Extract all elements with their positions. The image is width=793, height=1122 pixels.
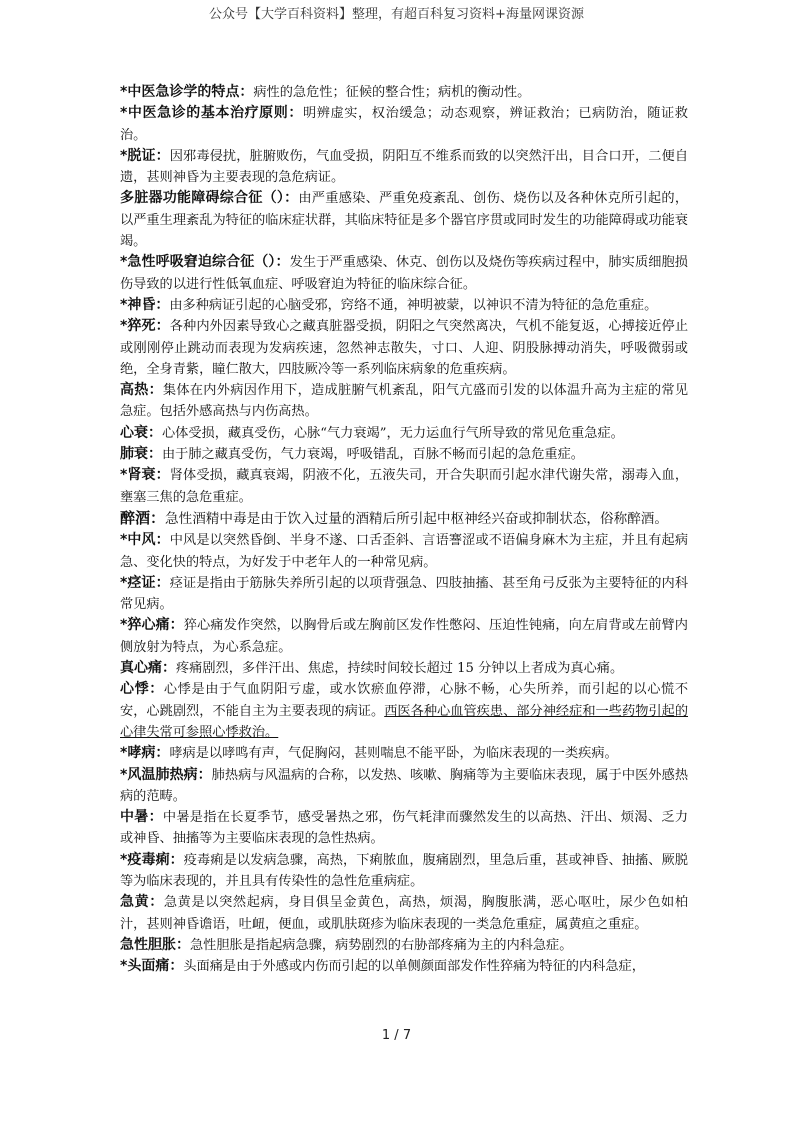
definition-term: 中暑： [120, 809, 163, 826]
definition-term: 真心痛： [120, 660, 176, 677]
definition-entry [120, 615, 688, 658]
definition-term: *肾衰： [120, 467, 170, 484]
definition-term: *急性呼吸窘迫综合征（）： [120, 254, 290, 271]
definition-entry [120, 316, 688, 380]
definition-text: 由于肺之藏真受伤，气力衰竭，呼吸错乱，百脉不畅而引起的急危重症。 [162, 447, 584, 463]
definition-term: *猝死： [120, 318, 170, 335]
definition-entry [120, 658, 688, 679]
definition-text: 哮病是以哮鸣有声，气促胸闷，甚则喘息不能平卧，为临床表现的一类疾病。 [169, 746, 618, 762]
definition-text: 头面痛是由于外感或内伤而引起的以单侧颜面部发作性猝痛为特征的内科急症， [183, 959, 645, 975]
definition-text: 肺热病与风温病的合称，以发热、咳嗽、胸痛等为主要临床表现，属于中医外感热病的范畴。 [120, 767, 689, 804]
definition-entry [120, 935, 688, 956]
definition-term: 心悸： [120, 681, 164, 698]
definition-text: 猝心痛发作突然，以胸骨后或左胸前区发作性憋闷、压迫性钝痛，向左肩背或左前臂内侧放射为特点，为心系急症。 [120, 618, 688, 655]
definition-entry [120, 380, 688, 423]
definition-entry [120, 807, 688, 850]
definition-text: 疼痛剧烈，多伴汗出、焦虑，持续时间较长超过 15 分钟以上者成为真心痛。 [176, 661, 624, 677]
definition-entry [120, 252, 688, 295]
page-header: 公众号【大学百科资料】整理，有超百科复习资料+海量网课资源 [209, 7, 584, 22]
definition-entry [120, 146, 688, 189]
definition-entry [120, 956, 688, 977]
definition-term: *神昏： [120, 296, 170, 313]
definition-text: 急黄是以突然起病，身目俱呈金黄色，高热，烦渴，胸腹胀满，恶心呕吐，尿少色如柏汁，甚则神昏谵语，吐衄，便血，或肌肤斑疹为临床表现的一类急危重症，属黄疸之重症。 [120, 895, 689, 932]
definition-term: 醉酒： [120, 508, 166, 527]
document-body [120, 82, 688, 977]
definition-entry [120, 444, 688, 465]
definition-entry [120, 82, 688, 103]
definition-text: 因邪毒侵扰，脏腑败伤，气血受损，阴阳互不维系而致的以突然汗出，目合口开，二便自遗，甚则神昏为主要表现的急危病证。 [120, 148, 689, 186]
definition-entry [120, 765, 688, 808]
definition-term: *哮病： [120, 745, 170, 762]
definition-term: 急性胆胀： [120, 936, 190, 953]
definition-entry [120, 295, 688, 316]
definition-text: 心体受损，藏真受伤，心脉“气力衰竭”，无力运血行气所导致的常见危重急症。 [162, 425, 624, 441]
page-number: 1 / 7 [381, 1028, 412, 1043]
definition-term: 高热： [120, 382, 163, 399]
definition-term: *痉证： [120, 574, 170, 591]
definition-term: *风温肺热病： [120, 766, 212, 783]
definition-text: 发生于严重感染、休克、创伤以及烧伤等疾病过程中，肺实质细胞损伤导致的以进行性低氧血症、呼吸窘迫为特征的临床综合征。 [120, 255, 688, 292]
definition-entry [120, 188, 688, 252]
definition-term: 肺衰： [120, 446, 162, 463]
definition-entry [120, 573, 688, 616]
definition-term: 急黄： [120, 894, 164, 911]
definition-entry [120, 508, 688, 530]
underlined-note: 西医各种心血管疾患、部分神经症和一些药物引起的心律失常可参照心悸救治。 [120, 703, 689, 740]
definition-entry [120, 465, 688, 508]
definition-entry [120, 423, 688, 444]
definition-text: 由严重感染、严重免疫紊乱、创伤、烧伤以及各种休克所引起的，以严重生理紊乱为特征的临床症状群，其临床特征是多个器官序贯或同时发生的功能障碍或功能衰竭。 [120, 191, 689, 250]
definition-term: *猝心痛： [120, 617, 184, 634]
definition-text: 中暑是指在长夏季节，感受暑热之邪，伤气耗津而骤然发生的以高热、汗出、烦渴、乏力或神昏、抽搐等为主要临床表现的急性热病。 [120, 810, 689, 847]
definition-entry [120, 850, 688, 893]
definition-term: 多脏器功能障碍综合征（）： [120, 190, 299, 207]
definition-text: 心悸是由于气血阴阳亏虚，或水饮瘀血停滞，心脉不畅，心失所养，而引起的以心慌不安，心跳剧烈，不能自主为主要表现的病证。 [120, 682, 689, 719]
definition-text: 急性胆胀是指起病急骤，病势剧烈的右胁部疼痛为主的内科急症。 [190, 937, 573, 953]
definition-term: *脱证： [120, 147, 170, 164]
definition-entry [120, 530, 688, 573]
definition-text: 集体在内外病因作用下，造成脏腑气机紊乱，阳气亢盛而引发的以体温升高为主症的常见急症。包括外感高热与内伤高热。 [120, 383, 689, 420]
definition-text: 中风是以突然昏倒、半身不遂、口舌歪斜、言语謇涩或不语偏身麻木为主症，并且有起病急、变化快的特点，为好发于中老年人的一种常见病。 [120, 533, 689, 570]
definition-text: 急性酒精中毒是由于饮入过量的酒精后所引起中枢神经兴奋或抑制状态，俗称醉酒。 [165, 510, 668, 527]
definition-text: 病性的急危性；征候的整合性；病机的衡动性。 [253, 85, 531, 100]
definition-text: 痉证是指由于筋脉失养所引起的以项背强急、四肢抽搐、甚至角弓反张为主要特征的内科常见病。 [120, 575, 689, 613]
definition-term: *头面痛： [120, 958, 184, 975]
definition-term: 心衰： [120, 424, 162, 441]
definition-entry [120, 679, 688, 743]
definition-entry [120, 743, 688, 764]
definition-text: 明辨虚实，权治缓急；动态观察，辨证救治；已病防治，随证救治。 [120, 106, 688, 143]
definition-term: *中医急诊的基本治疗原则： [120, 105, 303, 122]
definition-text: 肾体受损，藏真衰竭，阴液不化，五液失司，开合失职而引起水津代谢失常，溺毒入血，壅塞三焦的急危重症。 [120, 468, 689, 505]
definition-entry [120, 103, 688, 146]
definition-text: 疫毒痢是以发病急骤，高热，下痢脓血，腹痛剧烈，里急后重，甚或神昏、抽搐、厥脱等为临床表现的，并且具有传染性的急性危重病症。 [120, 852, 688, 889]
definition-term: *中医急诊学的特点： [120, 84, 254, 100]
definition-text: 各种内外因素导致心之藏真脏器受损，阴阳之气突然离决，气机不能复返，心搏接近停止或刚刚停止跳动而表现为发病疾速，忽然神志散失，寸口、人迎、阴股脉搏动消失，呼吸微弱或绝，全身青紫，瞳仁散大，四肢厥冷等一系列临床病象的危重疾病。 [120, 319, 689, 377]
definition-term: *疫毒痢： [120, 851, 184, 868]
definition-text: 由多种病证引起的心脑受邪，窍络不通，神明被蒙，以神识不清为特征的急危重症。 [169, 297, 658, 313]
definition-entry [120, 892, 688, 935]
definition-term: *中风： [120, 532, 170, 549]
